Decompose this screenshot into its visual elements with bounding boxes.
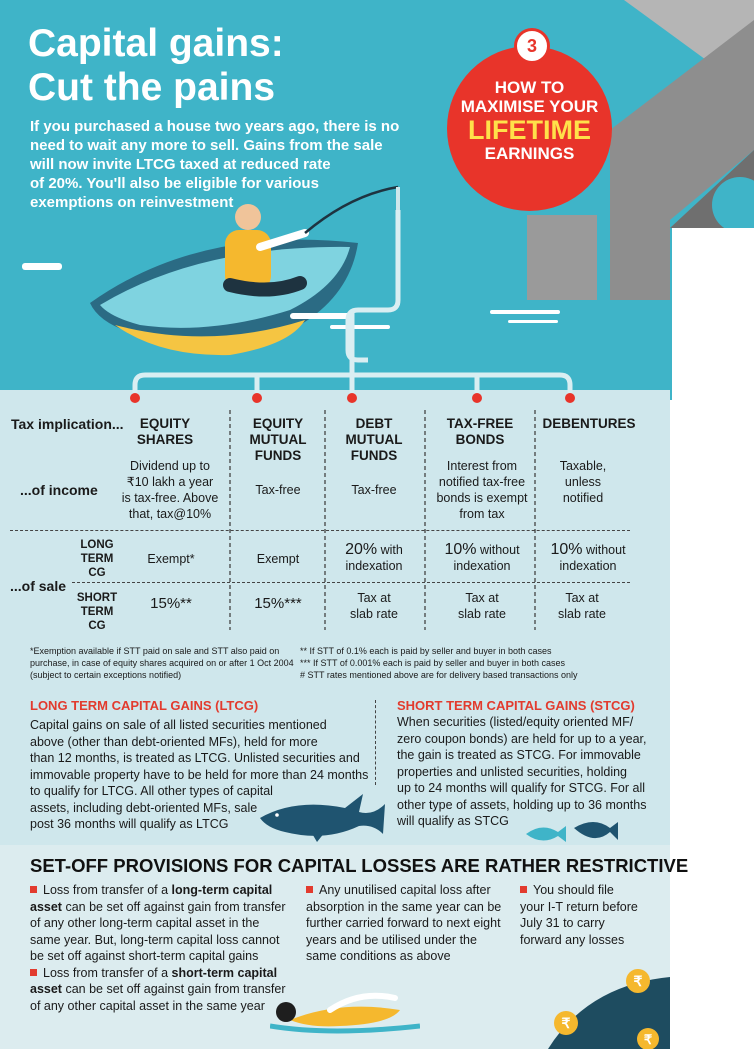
- short-term-cg-label: [72, 591, 122, 633]
- body-line: properties and unlisted securities, holding: [397, 764, 627, 779]
- point-bold: short-term capital asset: [30, 965, 278, 996]
- rate-note: with: [377, 543, 403, 557]
- rate-sub: indexation: [345, 559, 403, 573]
- body-line: to qualify for LTCG. All other types of capital: [30, 784, 273, 798]
- col-head-line: DEBT: [355, 416, 393, 431]
- long-term-cg-label: [72, 538, 122, 580]
- rupee-coin-icon: ₹: [643, 1032, 653, 1047]
- col-head-line: SHARES: [136, 432, 194, 447]
- body-line: immovable property have to be held for more than 24 months: [30, 767, 369, 782]
- cell-line: Dividend up to: [130, 459, 210, 473]
- badge-line-4: EARNINGS: [484, 144, 575, 163]
- rate-value: 10%: [444, 541, 477, 558]
- house-wall: [672, 228, 754, 1049]
- col-head-line: MUTUAL: [249, 432, 307, 447]
- label-line: TERM: [80, 606, 114, 618]
- row-divider: [10, 530, 630, 531]
- title-line-2: Cut the pains: [28, 66, 276, 109]
- cell-line: slab rate: [558, 607, 606, 621]
- point-text: can be set off against gain from transfer of any other capital asset in the same year: [30, 982, 286, 1013]
- badge-line-2: MAXIMISE YOUR: [460, 97, 599, 116]
- point-text: can be set off against gain from transfer of any other long-term capital asset in the same year. But, long-term capital loss cannot be set off against short-term capital gains: [30, 899, 286, 963]
- bullet-icon: [30, 886, 37, 893]
- rate-value: 20%: [345, 541, 378, 558]
- small-fish-illustration: [522, 818, 622, 848]
- label-line: LONG: [80, 539, 114, 551]
- label-line: TERM: [80, 553, 114, 565]
- label-line: CG: [88, 567, 106, 579]
- bullet-icon: [520, 886, 527, 893]
- rupee-coin-icon: ₹: [561, 1015, 571, 1031]
- long-cell-tax-free-bonds: [430, 542, 534, 574]
- footnote: *** If STT of 0.001% each is paid by seller and buyer in both cases: [300, 658, 565, 668]
- series-badge: [447, 36, 612, 211]
- intro-line: of 20%. You'll also be eligible for various: [30, 175, 319, 192]
- badge-line-1: HOW TO: [494, 78, 565, 97]
- col-head-line: EQUITY: [139, 416, 191, 431]
- point-text: Any unutilised capital loss after absorption in the same year can be further carried forward to next eight years and be utilised under the same conditions as above: [306, 883, 502, 963]
- footnotes-right: [300, 645, 600, 681]
- label-line: SHORT: [76, 592, 118, 604]
- column-header-tax-free-bonds: [436, 416, 524, 448]
- long-cell-debt-mf: [330, 542, 418, 574]
- setoff-point: [30, 882, 292, 965]
- body-line: than 12 months, is treated as LTCG. Unlisted securities and: [30, 751, 360, 765]
- label-line: CG: [88, 620, 106, 632]
- income-cell-equity-mf: Tax-free: [255, 483, 301, 497]
- money-plant-illustration: [548, 965, 670, 1049]
- cell-line: from tax: [459, 507, 505, 521]
- short-cell-debt-mf: [334, 590, 414, 622]
- col-head-line: TAX-FREE: [446, 416, 514, 431]
- point-bold: long-term capital asset: [30, 883, 273, 914]
- long-cell-debentures: [540, 542, 636, 574]
- setoff-heading: SET-OFF PROVISIONS FOR CAPITAL LOSSES ARE RATHER RESTRICTIVE: [30, 855, 689, 876]
- cell-line: slab rate: [458, 607, 506, 621]
- column-header-equity-mf: [240, 416, 316, 464]
- body-line: up to 24 months will qualify for STCG. For all: [397, 781, 646, 795]
- body-line: When securities (listed/equity oriented MF/: [397, 715, 634, 729]
- body-line: assets, including debt-oriented MFs, sale: [30, 800, 258, 815]
- long-cell-equity-shares: Exempt*: [147, 552, 195, 566]
- section-divider: [375, 700, 376, 785]
- column-header-equity-shares: [128, 416, 202, 448]
- badge-highlight: LIFETIME: [468, 115, 591, 145]
- rate-sub: indexation: [559, 559, 617, 573]
- cell-line: notified tax-free: [438, 475, 526, 489]
- col-head-line: DEBENTURES: [542, 416, 636, 431]
- point-text: Loss from transfer of a: [43, 883, 172, 897]
- footnote: ** If STT of 0.1% each is paid by seller and buyer in both cases: [300, 646, 552, 656]
- stcg-body: [397, 714, 657, 830]
- column-header-debentures: [540, 416, 638, 432]
- branching-line-diagram: [120, 210, 620, 405]
- footnote: (subject to certain exceptions notified): [30, 670, 182, 680]
- rupee-coin-icon: ₹: [633, 973, 643, 989]
- footnote: *Exemption available if STT paid on sale and STT also paid on: [30, 646, 280, 656]
- swimmer-illustration: [270, 990, 420, 1035]
- footnote: purchase, in case of equity shares acquired on or after 1 Oct 2004: [30, 658, 294, 668]
- short-cell-equity-shares: 15%**: [150, 595, 192, 612]
- table-corner-label: Tax implication...: [11, 416, 124, 432]
- col-head-line: MUTUAL: [345, 432, 403, 447]
- cell-line: bonds is exempt: [436, 491, 528, 505]
- income-row-label: ...of income: [20, 482, 98, 498]
- headline: [28, 22, 284, 110]
- col-head-line: FUNDS: [254, 448, 302, 463]
- rate-value: 10%: [550, 541, 583, 558]
- rate-sub: indexation: [453, 559, 511, 573]
- body-line: zero coupon bonds) are held for up to a year,: [397, 731, 647, 746]
- short-cell-equity-mf: 15%***: [254, 595, 302, 612]
- point-text: Loss from transfer of a: [43, 965, 172, 980]
- income-cell-debt-mf: Tax-free: [351, 483, 397, 497]
- intro-line: will now invite LTCG taxed at reduced rate: [30, 156, 331, 173]
- body-line: post 36 months will qualify as LTCG: [30, 817, 229, 831]
- cell-line: Taxable,: [559, 459, 607, 473]
- bullet-icon: [30, 969, 37, 976]
- ltcg-heading: LONG TERM CAPITAL GAINS (LTCG): [30, 698, 259, 713]
- body-line: other type of assets, holding up to 36 months: [397, 797, 647, 812]
- cell-line: notified: [562, 491, 604, 505]
- row-divider: [72, 582, 630, 583]
- intro-line: need to wait any more to sell. Gains from the sale: [30, 137, 383, 154]
- cell-line: slab rate: [350, 607, 398, 621]
- body-line: Capital gains on sale of all listed securities mentioned: [30, 718, 327, 732]
- footnote: # STT rates mentioned above are for delivery based transactions only: [300, 670, 578, 680]
- long-cell-equity-mf: Exempt: [256, 552, 300, 566]
- income-cell-equity-shares: [114, 458, 226, 522]
- bullet-icon: [306, 886, 313, 893]
- col-head-line: BONDS: [455, 432, 505, 447]
- col-head-line: EQUITY: [252, 416, 304, 431]
- cell-line: unless: [564, 475, 602, 489]
- setoff-column-2: [306, 882, 506, 965]
- cell-line: Tax at: [465, 591, 499, 605]
- cell-line: Tax at: [565, 591, 599, 605]
- income-cell-tax-free-bonds: [430, 458, 534, 522]
- intro-line: exemptions on reinvestment: [30, 194, 234, 211]
- rate-note: without: [476, 543, 520, 557]
- short-cell-debentures: [540, 590, 624, 622]
- body-line: will qualify as STCG: [397, 814, 509, 828]
- short-cell-tax-free-bonds: [430, 590, 534, 622]
- body-line: the gain is treated as STCG. For immovable: [397, 748, 641, 762]
- rate-note: without: [582, 543, 626, 557]
- cell-line: ₹10 lakh a year: [126, 475, 214, 489]
- setoff-point: [30, 965, 292, 1015]
- footnotes-left: [30, 645, 300, 681]
- stcg-heading: SHORT TERM CAPITAL GAINS (STCG): [397, 698, 635, 713]
- shark-illustration: [255, 790, 395, 845]
- cell-line: Interest from: [446, 459, 518, 473]
- cell-line: is tax-free. Above: [121, 491, 219, 505]
- body-line: above (other than debt-oriented MFs), held for more: [30, 734, 318, 749]
- intro-line: If you purchased a house two years ago, there is no: [30, 118, 400, 135]
- income-cell-debentures: [540, 458, 626, 506]
- setoff-column-1: [30, 882, 292, 1014]
- point-text: You should file your I-T return before July 31 to carry forward any losses: [520, 883, 638, 947]
- col-head-line: FUNDS: [350, 448, 398, 463]
- sale-row-label: ...of sale: [10, 578, 67, 594]
- badge-number: 3: [514, 28, 550, 64]
- cell-line: Tax at: [357, 591, 391, 605]
- column-header-debt-mf: [334, 416, 414, 464]
- setoff-column-3: [520, 882, 638, 948]
- cell-line: that, tax@10%: [128, 507, 212, 521]
- title-line-1: Capital gains:: [28, 22, 284, 65]
